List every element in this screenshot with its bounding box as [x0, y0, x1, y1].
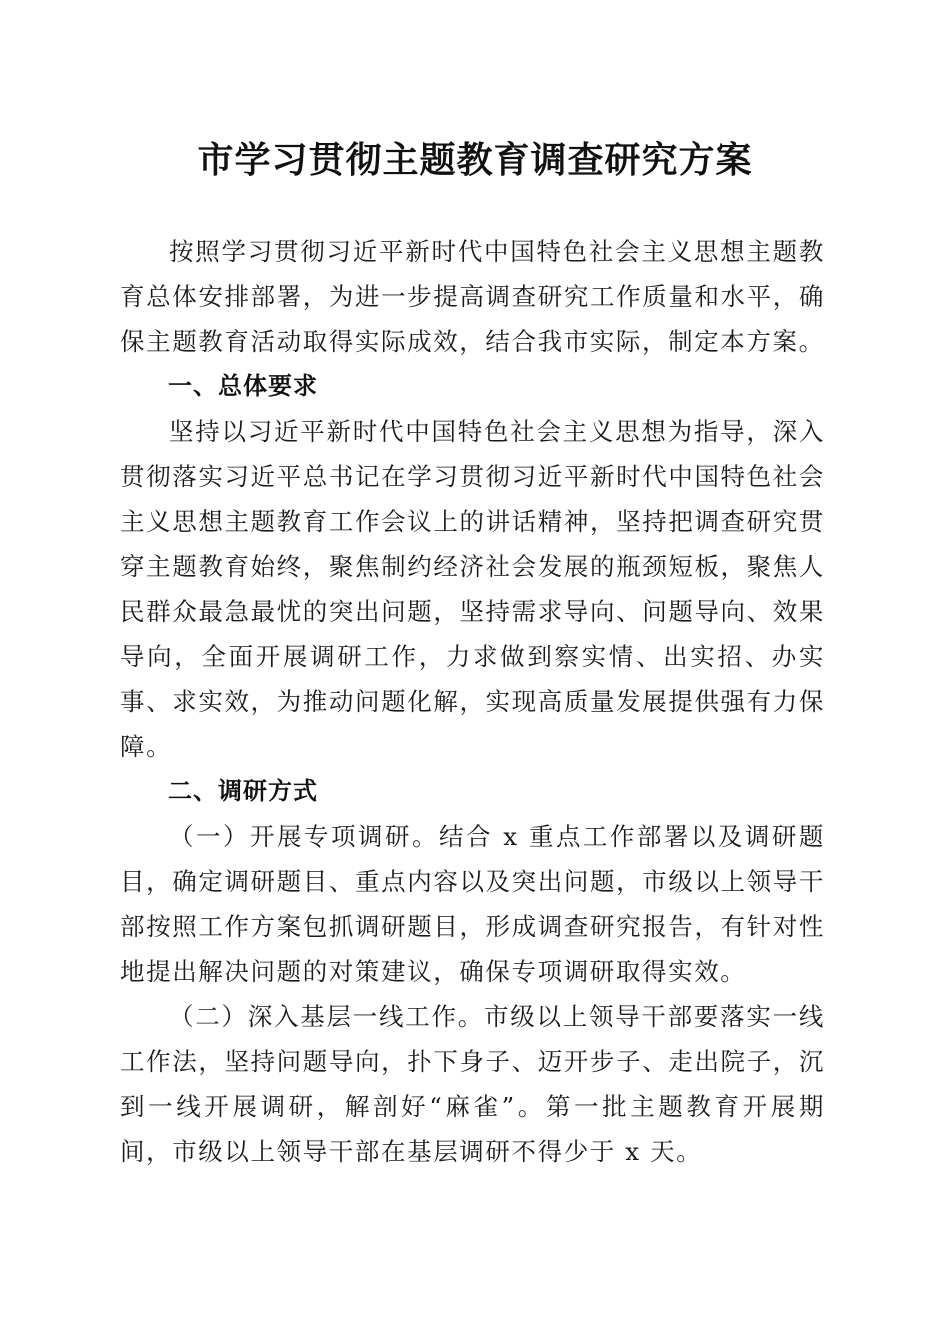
- special-research-paragraph: [120, 814, 825, 994]
- section-heading-research-methods: 二、调研方式: [168, 777, 318, 805]
- grassroots-work-lead: （二）深入基层一线工作。: [169, 1002, 484, 1031]
- document-body: [120, 229, 825, 1174]
- general-requirements-paragraph: 坚持以习近平新时代中国特色社会主义思想为指导，深入贯彻落实习近平总书记在学习贯彻习近平新时代中国特色社会主义思想主题教育工作会议上的讲话精神，坚持把调查研究贯穿主题教育始终，聚焦制约经济社会发展的瓶颈短板，聚焦人民群众最急最忧的突出问题，坚持需求导向、问题导向、效果导向，全面开展调研工作，力求做到察实情、出实招、办实事、求实效，为推动问题化解，实现高质量发展提供强有力保障。: [120, 417, 825, 761]
- grassroots-work-paragraph: [120, 994, 825, 1174]
- section-heading-general-requirements: 一、总体要求: [168, 372, 318, 400]
- document-title: 市学习贯彻主题教育调查研究方案: [197, 139, 753, 181]
- intro-paragraph: 按照学习贯彻习近平新时代中国特色社会主义思想主题教育总体安排部署，为进一步提高调查研究工作质量和水平，确保主题教育活动取得实际成效，结合我市实际，制定本方案。: [120, 237, 825, 356]
- grassroots-work-body: 市级以上领导干部要落实一线工作法，坚持问题导向，扑下身子、迈开步子、走出院子，沉到一线开展调研，解剖好“麻雀”。第一批主题教育开展期间，市级以上领导干部在基层调研不得少于 x 天。: [120, 1002, 825, 1166]
- special-research-body: 结合 x 重点工作部署以及调研题目，确定调研题目、重点内容以及突出问题，市级以上领导干部按照工作方案包抓调研题目，形成调查研究报告，有针对性地提出解决问题的对策建议，确保专项调研取得实效。: [120, 822, 826, 986]
- special-research-lead: （一）开展专项调研。: [169, 822, 439, 851]
